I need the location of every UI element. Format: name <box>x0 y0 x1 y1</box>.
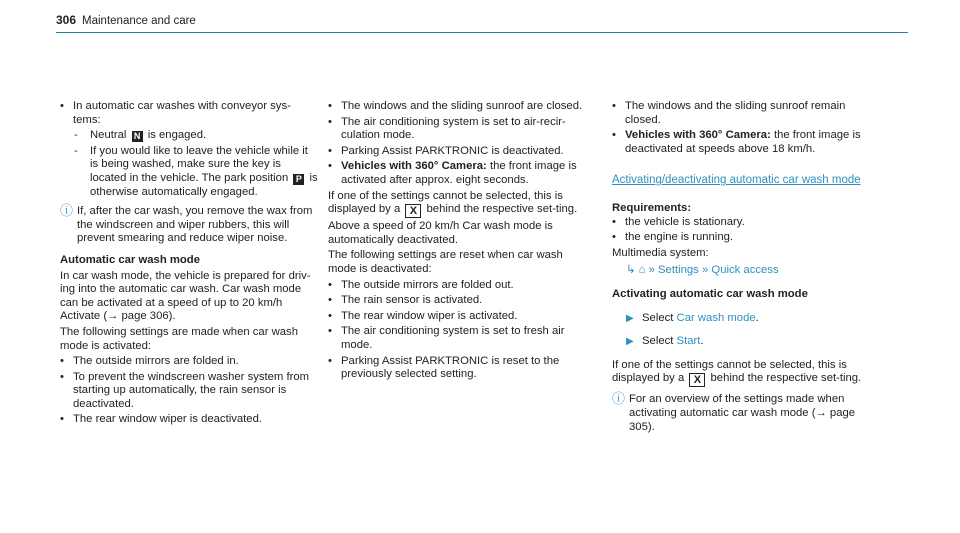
list-item: • Parking Assist PARKTRONIC is reset to the previously selected setting. <box>328 355 586 382</box>
neutral-key-icon: N <box>132 131 143 142</box>
list-item: • The rear window wiper is activated. <box>328 310 586 324</box>
list-item: • The outside mirrors are folded out. <box>328 279 586 293</box>
subheading: Activating automatic car wash mode <box>612 287 808 300</box>
home-icon[interactable]: ⌂ <box>638 264 646 277</box>
menu-settings[interactable]: Settings <box>658 264 699 277</box>
requirements-heading: Requirements: <box>612 201 692 214</box>
info-icon: ⓘ <box>612 391 626 407</box>
list-item: • In automatic car washes with conveyor sys-tems: <box>60 100 318 127</box>
return-arrow-icon: ↳ <box>626 264 636 277</box>
multimedia-label: Multimedia system: <box>612 246 709 259</box>
list-item: • the engine is running. <box>612 231 870 245</box>
step-item: ▶ Select Start. <box>626 335 704 348</box>
double-chevron-icon: » <box>648 264 655 277</box>
tip-note: ⓘ If, after the car wash, you remove the wax from the windscreen and wiper rubbers, this will prevent smearing and reduce wiper noise. <box>60 203 313 245</box>
column-1 <box>60 100 318 429</box>
list-subitem: - Neutral N is engaged. <box>60 129 318 143</box>
menu-quick-access[interactable]: Quick access <box>711 264 779 277</box>
list-item: • Vehicles with 360° Camera: the front image is activated after approx. eight seconds. <box>328 160 586 187</box>
paragraph: Above a speed of 20 km/h Car wash mode is automatically deactivated. <box>328 220 553 246</box>
double-chevron-icon: » <box>701 264 709 277</box>
list-item: • The air conditioning system is set to air-recir-culation mode. <box>328 116 586 143</box>
column-2 <box>328 100 586 384</box>
cross-icon: X <box>689 373 705 387</box>
page-header <box>56 14 908 33</box>
park-key-icon: P <box>293 174 304 185</box>
car-wash-mode-option[interactable]: Car wash mode <box>676 311 756 324</box>
list-item: • The windows and the sliding sunroof are closed. <box>328 100 586 114</box>
page-number: 306 <box>56 13 77 27</box>
paragraph: The following settings are made when car wash mode is activated: <box>60 325 298 352</box>
tip-note: ⓘ For an overview of the settings made when activating automatic car wash mode (→ page 305). <box>612 391 856 433</box>
list-item: • The rear window wiper is deactivated. <box>60 413 318 427</box>
paragraph: In car wash mode, the vehicle is prepared for driv-ing into the automatic car wash. Car wash mode can be activated at a speed of up to 20 km/h Activate (→ page 306). <box>60 269 311 323</box>
section-heading: Automatic car wash mode <box>60 253 200 266</box>
cross-icon: X <box>405 204 421 218</box>
start-option[interactable]: Start <box>676 335 701 348</box>
list-item: • To prevent the windscreen washer system from starting up automatically, the rain sensor is deactivated. <box>60 371 318 412</box>
list-item: • Parking Assist PARKTRONIC is deactivated. <box>328 145 586 159</box>
paragraph: The following settings are reset when car wash mode is deactivated: <box>328 249 563 275</box>
info-icon: ⓘ <box>60 203 74 219</box>
step-arrow-icon: ▶ <box>626 336 634 348</box>
list-item: • The windows and the sliding sunroof remain closed. <box>612 100 870 127</box>
list-item: • The outside mirrors are folded in. <box>60 355 318 369</box>
step-arrow-icon: ▶ <box>626 312 634 324</box>
list-item: • The rain sensor is activated. <box>328 294 586 308</box>
list-subitem: - If you would like to leave the vehicle while it is being washed, make sure the key is located in the vehicle. The park position P is otherwise automatically engaged. <box>60 145 318 199</box>
list-item: • the vehicle is stationary. <box>612 216 870 230</box>
column-3 <box>612 100 870 438</box>
menu-path <box>612 264 870 278</box>
section-title-link[interactable]: Activating/deactivating automatic car wash mode <box>612 174 861 187</box>
section-title: Maintenance and care <box>82 15 196 27</box>
paragraph: If one of the settings cannot be selected, this is displayed by a X behind the respective set-ting. <box>328 189 578 218</box>
paragraph: If one of the settings cannot be selected, this is displayed by a X behind the respective set-ting. <box>612 358 862 387</box>
step-item: ▶ Select Car wash mode. <box>626 311 759 324</box>
list-item: • The air conditioning system is set to fresh air mode. <box>328 325 586 352</box>
list-item: • Vehicles with 360° Camera: the front image is deactivated at speeds above 18 km/h. <box>612 129 870 156</box>
